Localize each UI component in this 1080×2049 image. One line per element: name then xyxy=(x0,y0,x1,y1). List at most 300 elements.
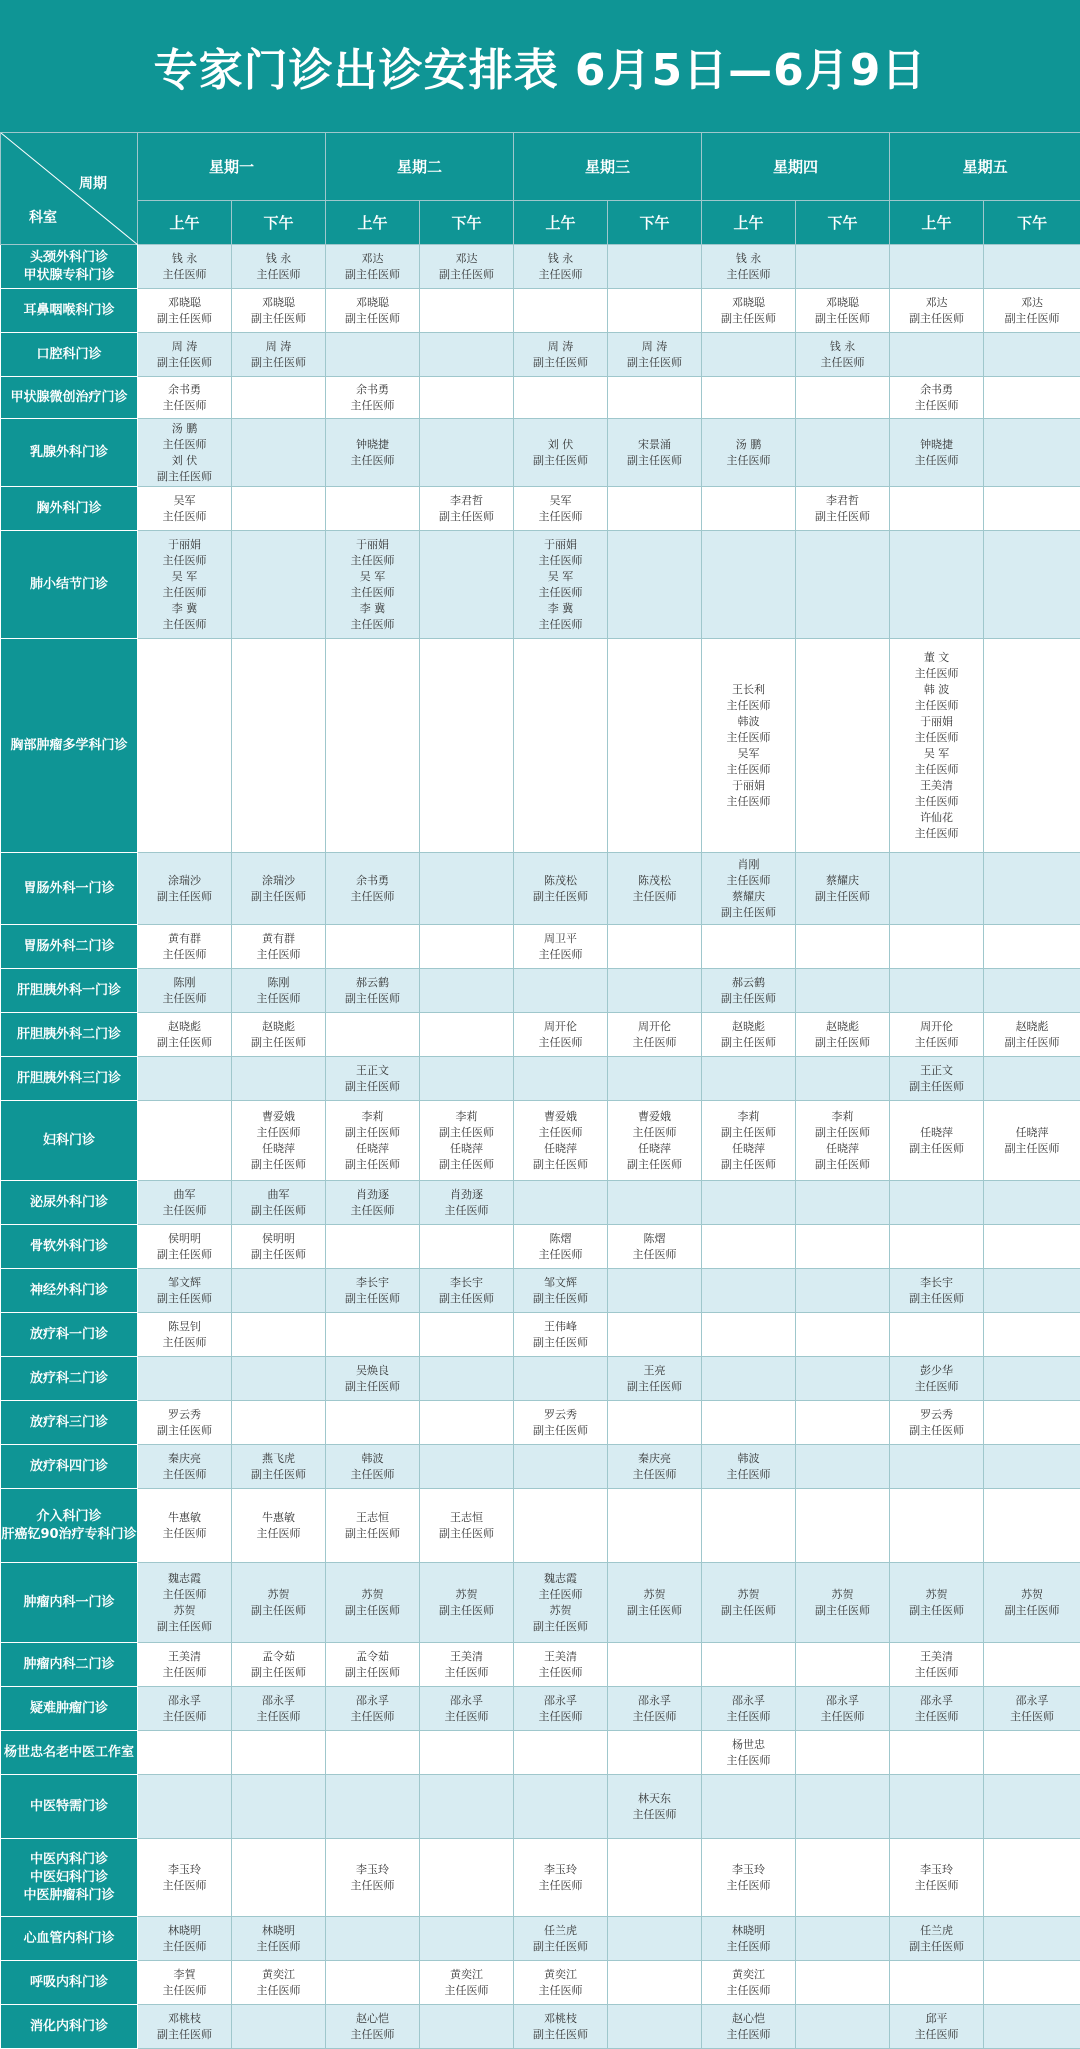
doctor-name: 钱 永 xyxy=(702,251,795,267)
doctor-name: 赵晓彪 xyxy=(702,1019,795,1035)
schedule-cell xyxy=(232,1101,326,1181)
schedule-cell xyxy=(326,1269,420,1313)
schedule-cell xyxy=(232,1775,326,1839)
doctor-name: 于丽娟 xyxy=(702,778,795,794)
schedule-cell xyxy=(326,639,420,853)
schedule-cell xyxy=(984,1057,1080,1101)
schedule-cell xyxy=(890,1313,984,1357)
schedule-cell xyxy=(796,1101,890,1181)
doctor-title: 副主任医师 xyxy=(514,1939,607,1955)
doctor-title: 主任医师 xyxy=(138,1467,231,1483)
doctor-name: 王长利 xyxy=(702,682,795,698)
doctor-title: 主任医师 xyxy=(514,1587,607,1603)
doctor-title: 主任医师 xyxy=(890,1379,983,1395)
schedule-cell xyxy=(702,1013,796,1057)
doctor-name: 韩 波 xyxy=(890,682,983,698)
doctor-title: 副主任医师 xyxy=(326,1665,419,1681)
doctor-title: 副主任医师 xyxy=(232,1203,325,1219)
schedule-cell xyxy=(138,1181,232,1225)
department-line: 放疗科四门诊 xyxy=(1,1458,137,1476)
doctor-name: 赵心恺 xyxy=(326,2011,419,2027)
schedule-cell xyxy=(984,1643,1080,1687)
schedule-cell xyxy=(232,1563,326,1643)
doctor-title: 主任医师 xyxy=(326,1467,419,1483)
department-name xyxy=(1,289,138,333)
schedule-cell xyxy=(702,1401,796,1445)
schedule-cell xyxy=(702,1057,796,1101)
schedule-cell xyxy=(326,2005,420,2049)
doctor-name: 周卫平 xyxy=(514,931,607,947)
department-name xyxy=(1,1445,138,1489)
department-name xyxy=(1,377,138,419)
day-header-mon: 星期一 xyxy=(138,133,326,201)
doctor-name: 邹文辉 xyxy=(138,1275,231,1291)
schedule-cell xyxy=(984,1731,1080,1775)
doctor-title: 主任医师 xyxy=(326,553,419,569)
schedule-cell xyxy=(984,1445,1080,1489)
half-header: 上午 xyxy=(138,201,232,245)
doctor-name: 钱 永 xyxy=(796,339,889,355)
schedule-cell xyxy=(608,1445,702,1489)
doctor-name: 彭少华 xyxy=(890,1363,983,1379)
doctor-name: 秦庆亮 xyxy=(138,1451,231,1467)
schedule-cell xyxy=(796,245,890,289)
doctor-name: 邵永孚 xyxy=(138,1693,231,1709)
schedule-cell xyxy=(514,1489,608,1563)
schedule-cell xyxy=(514,1013,608,1057)
doctor-name: 钱 永 xyxy=(232,251,325,267)
doctor-name: 赵晓彪 xyxy=(138,1019,231,1035)
schedule-cell xyxy=(984,1269,1080,1313)
schedule-cell xyxy=(890,531,984,639)
doctor-name: 黄奕江 xyxy=(702,1967,795,1983)
schedule-cell xyxy=(514,1401,608,1445)
schedule-cell xyxy=(702,289,796,333)
doctor-title: 副主任医师 xyxy=(702,1125,795,1141)
schedule-cell xyxy=(326,1013,420,1057)
schedule-cell xyxy=(420,377,514,419)
doctor-title: 副主任医师 xyxy=(232,311,325,327)
doctor-name: 刘 伏 xyxy=(514,437,607,453)
schedule-cell xyxy=(984,1181,1080,1225)
schedule-cell xyxy=(514,1839,608,1917)
doctor-title: 副主任医师 xyxy=(326,1291,419,1307)
corner-week-label: 周期 xyxy=(79,173,107,193)
schedule-cell xyxy=(608,853,702,925)
schedule-cell xyxy=(232,969,326,1013)
doctor-title: 主任医师 xyxy=(890,666,983,682)
doctor-title: 主任医师 xyxy=(984,1709,1080,1725)
schedule-cell xyxy=(608,639,702,853)
schedule-cell xyxy=(702,853,796,925)
schedule-cell xyxy=(608,377,702,419)
doctor-title: 副主任医师 xyxy=(796,1125,889,1141)
schedule-cell xyxy=(232,1961,326,2005)
doctor-title: 副主任医师 xyxy=(420,1603,513,1619)
doctor-title: 主任医师 xyxy=(138,1203,231,1219)
schedule-row xyxy=(1,969,1080,1013)
schedule-cell xyxy=(608,1225,702,1269)
doctor-name: 邵永孚 xyxy=(420,1693,513,1709)
schedule-cell xyxy=(326,925,420,969)
schedule-cell xyxy=(984,1489,1080,1563)
schedule-cell xyxy=(890,1643,984,1687)
doctor-title: 副主任医师 xyxy=(232,889,325,905)
doctor-title: 副主任医师 xyxy=(138,1291,231,1307)
schedule-cell xyxy=(232,1401,326,1445)
department-name xyxy=(1,1731,138,1775)
schedule-cell xyxy=(608,1643,702,1687)
doctor-name: 董 文 xyxy=(890,650,983,666)
department-name xyxy=(1,1269,138,1313)
department-line: 肝胆胰外科三门诊 xyxy=(1,1070,137,1088)
doctor-title: 副主任医师 xyxy=(326,1526,419,1542)
schedule-table xyxy=(0,132,1080,2049)
doctor-title: 主任医师 xyxy=(138,1587,231,1603)
schedule-cell xyxy=(138,1643,232,1687)
doctor-title: 副主任医师 xyxy=(138,469,231,485)
schedule-cell xyxy=(796,1489,890,1563)
doctor-name: 蔡耀庆 xyxy=(796,873,889,889)
doctor-name: 曲军 xyxy=(138,1187,231,1203)
doctor-name: 苏贺 xyxy=(326,1587,419,1603)
doctor-name: 李 冀 xyxy=(326,601,419,617)
schedule-cell xyxy=(420,289,514,333)
doctor-title: 主任医师 xyxy=(138,1665,231,1681)
doctor-title: 副主任医师 xyxy=(608,1157,701,1173)
schedule-cell xyxy=(514,1687,608,1731)
schedule-cell xyxy=(326,1961,420,2005)
schedule-cell xyxy=(702,531,796,639)
doctor-title: 副主任医师 xyxy=(514,1423,607,1439)
doctor-title: 主任医师 xyxy=(232,267,325,283)
doctor-name: 余书勇 xyxy=(138,382,231,398)
doctor-name: 李长宇 xyxy=(420,1275,513,1291)
doctor-title: 主任医师 xyxy=(514,1665,607,1681)
schedule-cell xyxy=(608,1057,702,1101)
schedule-cell xyxy=(232,333,326,377)
schedule-cell xyxy=(608,1731,702,1775)
doctor-title: 主任医师 xyxy=(326,398,419,414)
doctor-title: 主任医师 xyxy=(232,1983,325,1999)
department-name xyxy=(1,1643,138,1687)
schedule-cell xyxy=(514,487,608,531)
schedule-cell xyxy=(702,419,796,487)
schedule-cell xyxy=(608,333,702,377)
doctor-name: 邓达 xyxy=(984,295,1080,311)
doctor-name: 周 涛 xyxy=(608,339,701,355)
doctor-title: 主任医师 xyxy=(608,1035,701,1051)
schedule-cell xyxy=(890,1269,984,1313)
department-name xyxy=(1,853,138,925)
department-name xyxy=(1,487,138,531)
doctor-title: 副主任医师 xyxy=(326,1079,419,1095)
doctor-name: 罗云秀 xyxy=(514,1407,607,1423)
doctor-title: 主任医师 xyxy=(890,698,983,714)
day-header-fri: 星期五 xyxy=(890,133,1080,201)
schedule-cell xyxy=(326,1917,420,1961)
schedule-cell xyxy=(796,1643,890,1687)
schedule-cell xyxy=(420,531,514,639)
doctor-name: 吴 军 xyxy=(514,569,607,585)
schedule-cell xyxy=(796,1687,890,1731)
schedule-cell xyxy=(702,969,796,1013)
department-line: 肿瘤内科二门诊 xyxy=(1,1656,137,1674)
doctor-title: 副主任医师 xyxy=(326,1379,419,1395)
schedule-cell xyxy=(420,1687,514,1731)
schedule-cell xyxy=(890,333,984,377)
schedule-cell xyxy=(796,1839,890,1917)
doctor-name: 曹爱娥 xyxy=(514,1109,607,1125)
doctor-name: 林天东 xyxy=(608,1791,701,1807)
doctor-name: 李玉玲 xyxy=(514,1862,607,1878)
doctor-name: 李长宇 xyxy=(326,1275,419,1291)
schedule-cell xyxy=(984,333,1080,377)
schedule-cell xyxy=(608,1013,702,1057)
schedule-cell xyxy=(702,1101,796,1181)
doctor-title: 主任医师 xyxy=(138,1709,231,1725)
schedule-cell xyxy=(702,487,796,531)
doctor-title: 主任医师 xyxy=(326,889,419,905)
schedule-cell xyxy=(796,1313,890,1357)
schedule-cell xyxy=(420,1445,514,1489)
schedule-cell xyxy=(796,925,890,969)
doctor-name: 邓晓聪 xyxy=(702,295,795,311)
schedule-cell xyxy=(138,1489,232,1563)
schedule-row xyxy=(1,1013,1080,1057)
schedule-cell xyxy=(420,1401,514,1445)
doctor-name: 邹文辉 xyxy=(514,1275,607,1291)
doctor-title: 主任医师 xyxy=(138,437,231,453)
doctor-title: 主任医师 xyxy=(420,1203,513,1219)
corner-diagonal-line xyxy=(1,133,138,245)
schedule-cell xyxy=(138,1775,232,1839)
doctor-name: 周开伦 xyxy=(890,1019,983,1035)
schedule-cell xyxy=(890,1563,984,1643)
doctor-title: 主任医师 xyxy=(702,762,795,778)
schedule-cell xyxy=(326,1401,420,1445)
schedule-cell xyxy=(138,1687,232,1731)
schedule-cell xyxy=(326,531,420,639)
doctor-title: 副主任医师 xyxy=(514,1291,607,1307)
doctor-name: 周 涛 xyxy=(232,339,325,355)
schedule-cell xyxy=(796,419,890,487)
day-header-tue: 星期二 xyxy=(326,133,514,201)
doctor-title: 主任医师 xyxy=(608,1125,701,1141)
schedule-cell xyxy=(326,487,420,531)
schedule-cell xyxy=(608,1313,702,1357)
doctor-name: 李賀 xyxy=(138,1967,231,1983)
doctor-title: 主任医师 xyxy=(796,355,889,371)
doctor-name: 牛惠敏 xyxy=(138,1510,231,1526)
doctor-name: 吴军 xyxy=(702,746,795,762)
department-line: 杨世忠名老中医工作室 xyxy=(1,1744,137,1762)
schedule-cell xyxy=(326,419,420,487)
doctor-name: 王志恒 xyxy=(420,1510,513,1526)
schedule-cell xyxy=(232,487,326,531)
doctor-title: 主任医师 xyxy=(890,453,983,469)
department-name xyxy=(1,1687,138,1731)
doctor-title: 副主任医师 xyxy=(420,267,513,283)
half-header: 下午 xyxy=(232,201,326,245)
schedule-cell xyxy=(326,1489,420,1563)
doctor-title: 主任医师 xyxy=(138,509,231,525)
doctor-name: 杨世忠 xyxy=(702,1737,795,1753)
doctor-name: 涂瑞沙 xyxy=(138,873,231,889)
doctor-title: 副主任医师 xyxy=(138,1423,231,1439)
doctor-title: 主任医师 xyxy=(326,617,419,633)
schedule-row xyxy=(1,1687,1080,1731)
schedule-cell xyxy=(232,531,326,639)
doctor-title: 副主任医师 xyxy=(514,1335,607,1351)
doctor-name: 邵永孚 xyxy=(326,1693,419,1709)
doctor-title: 主任医师 xyxy=(514,509,607,525)
department-name xyxy=(1,1961,138,2005)
department-line: 消化内科门诊 xyxy=(1,2018,137,2036)
schedule-row xyxy=(1,1643,1080,1687)
doctor-name: 王美清 xyxy=(138,1649,231,1665)
schedule-cell xyxy=(984,1563,1080,1643)
schedule-cell xyxy=(702,639,796,853)
doctor-title: 副主任医师 xyxy=(984,1035,1080,1051)
schedule-cell xyxy=(796,1775,890,1839)
schedule-cell xyxy=(420,1101,514,1181)
schedule-cell xyxy=(232,1687,326,1731)
department-name xyxy=(1,1313,138,1357)
doctor-name: 周 涛 xyxy=(138,339,231,355)
doctor-title: 主任医师 xyxy=(796,1709,889,1725)
doctor-name: 王正文 xyxy=(326,1063,419,1079)
doctor-name: 孟令茹 xyxy=(232,1649,325,1665)
doctor-name: 赵晓彪 xyxy=(796,1019,889,1035)
schedule-cell xyxy=(138,1057,232,1101)
schedule-cell xyxy=(890,1225,984,1269)
doctor-title: 主任医师 xyxy=(702,1878,795,1894)
department-line: 中医肿瘤科门诊 xyxy=(1,1887,137,1905)
schedule-cell xyxy=(420,487,514,531)
doctor-name: 黄有群 xyxy=(232,931,325,947)
department-name xyxy=(1,1563,138,1643)
schedule-cell xyxy=(796,377,890,419)
schedule-cell xyxy=(984,531,1080,639)
schedule-row xyxy=(1,1101,1080,1181)
schedule-cell xyxy=(702,1687,796,1731)
doctor-name: 吴 军 xyxy=(138,569,231,585)
schedule-cell xyxy=(890,487,984,531)
department-line: 胸外科门诊 xyxy=(1,500,137,518)
schedule-cell xyxy=(514,2005,608,2049)
schedule-cell xyxy=(514,531,608,639)
doctor-title: 主任医师 xyxy=(232,1709,325,1725)
schedule-cell xyxy=(326,1181,420,1225)
department-line: 耳鼻咽喉科门诊 xyxy=(1,302,137,320)
schedule-row xyxy=(1,1489,1080,1563)
doctor-title: 副主任医师 xyxy=(232,1157,325,1173)
schedule-cell xyxy=(890,1775,984,1839)
doctor-name: 余书勇 xyxy=(890,382,983,398)
doctor-name: 于丽娟 xyxy=(326,537,419,553)
schedule-cell xyxy=(984,1961,1080,2005)
doctor-name: 邵永孚 xyxy=(984,1693,1080,1709)
schedule-cell xyxy=(514,1643,608,1687)
schedule-cell xyxy=(138,419,232,487)
doctor-title: 副主任医师 xyxy=(702,1603,795,1619)
doctor-name: 汤 鹏 xyxy=(702,437,795,453)
doctor-title: 副主任医师 xyxy=(608,1603,701,1619)
schedule-cell xyxy=(984,487,1080,531)
schedule-cell xyxy=(890,969,984,1013)
doctor-title: 主任医师 xyxy=(138,947,231,963)
doctor-title: 主任医师 xyxy=(514,267,607,283)
department-line: 放疗科三门诊 xyxy=(1,1414,137,1432)
schedule-cell xyxy=(326,289,420,333)
doctor-name: 李莉 xyxy=(326,1109,419,1125)
doctor-title: 副主任医师 xyxy=(890,1079,983,1095)
doctor-name: 曲军 xyxy=(232,1187,325,1203)
schedule-cell xyxy=(326,969,420,1013)
schedule-cell xyxy=(608,1687,702,1731)
schedule-cell xyxy=(702,1225,796,1269)
schedule-cell xyxy=(326,1775,420,1839)
department-name xyxy=(1,531,138,639)
doctor-title: 副主任医师 xyxy=(984,311,1080,327)
doctor-name: 罗云秀 xyxy=(138,1407,231,1423)
schedule-cell xyxy=(608,1563,702,1643)
department-name xyxy=(1,1181,138,1225)
department-line: 神经外科门诊 xyxy=(1,1282,137,1300)
schedule-cell xyxy=(326,1101,420,1181)
half-header: 上午 xyxy=(514,201,608,245)
schedule-cell xyxy=(326,1643,420,1687)
day-header-wed: 星期三 xyxy=(514,133,702,201)
doctor-title: 副主任医师 xyxy=(138,1035,231,1051)
doctor-title: 副主任医师 xyxy=(796,509,889,525)
doctor-title: 主任医师 xyxy=(702,1467,795,1483)
doctor-name: 魏志霞 xyxy=(138,1571,231,1587)
schedule-row xyxy=(1,2005,1080,2049)
schedule-cell xyxy=(232,245,326,289)
doctor-name: 苏贺 xyxy=(702,1587,795,1603)
doctor-name: 邵永孚 xyxy=(514,1693,607,1709)
department-line: 疑难肿瘤门诊 xyxy=(1,1700,137,1718)
doctor-title: 副主任医师 xyxy=(514,1157,607,1173)
doctor-name: 钟晓捷 xyxy=(326,437,419,453)
schedule-cell xyxy=(420,853,514,925)
doctor-name: 燕飞虎 xyxy=(232,1451,325,1467)
doctor-title: 主任医师 xyxy=(608,1709,701,1725)
schedule-cell xyxy=(890,639,984,853)
doctor-name: 周开伦 xyxy=(608,1019,701,1035)
schedule-cell xyxy=(420,333,514,377)
schedule-cell xyxy=(796,1917,890,1961)
doctor-title: 主任医师 xyxy=(702,730,795,746)
department-line: 肝癌钇90治疗专科门诊 xyxy=(1,1526,137,1544)
doctor-name: 王美清 xyxy=(420,1649,513,1665)
schedule-cell xyxy=(326,245,420,289)
schedule-row xyxy=(1,1445,1080,1489)
doctor-name: 邓桃枝 xyxy=(514,2011,607,2027)
schedule-cell xyxy=(326,1839,420,1917)
schedule-cell xyxy=(138,487,232,531)
schedule-cell xyxy=(326,1731,420,1775)
schedule-row xyxy=(1,333,1080,377)
doctor-title: 副主任医师 xyxy=(514,453,607,469)
doctor-title: 副主任医师 xyxy=(138,355,231,371)
schedule-cell xyxy=(608,1775,702,1839)
doctor-name: 蔡耀庆 xyxy=(702,889,795,905)
department-line: 中医特需门诊 xyxy=(1,1798,137,1816)
doctor-name: 林晓明 xyxy=(138,1923,231,1939)
